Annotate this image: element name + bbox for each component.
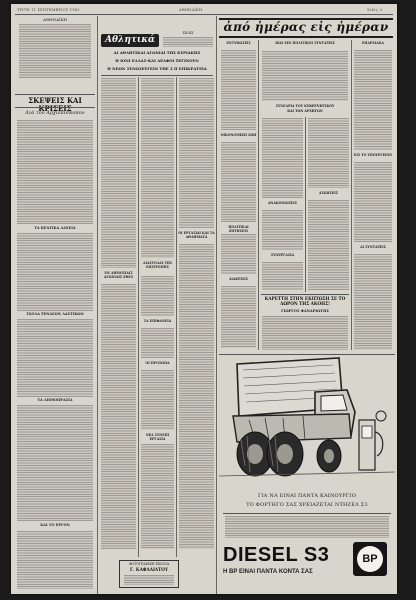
ad-box-title: ΦΩΤΟΓΡΑΦΙΚΗ ΕΙΚΟΝΑ: [128, 562, 170, 566]
subhead: ΟΙΚΟΝΟΜΙΚΗ ΖΩΗ: [220, 133, 257, 137]
article-text: [354, 254, 392, 350]
rule: [15, 107, 95, 108]
column-divider: [216, 16, 217, 594]
diesel-advert: [219, 356, 395, 592]
column-divider: [176, 77, 177, 557]
sports-logo: Αθλητικά: [101, 34, 159, 47]
advert-line-2: ΤΟ ΦΟΡΤΗΓΟ ΣΑΣ ΧΡΕΙΑΖΕΤΑΙ ΝΤΗΖΕΛ Σ3: [246, 502, 368, 508]
subhead: ΣΥΝΕΔΡΙΑ ΤΟΥ ΚΥΒΕΡΝΗΤΙΚΟΥ: [275, 104, 335, 108]
ad-box-name: Γ. ΚΑΦΑΛΙΑΤΟΥ: [130, 567, 168, 572]
header-rule: [15, 14, 393, 15]
banner-title: ἀπό ἡμέρας εἰς ἡμέραν: [223, 20, 389, 34]
masthead-text-block: [19, 24, 91, 78]
subhead: ΕΙΣ ΤΟ ΥΠΟΥΡΓΕΙΟΝ: [353, 153, 393, 157]
article-text: [262, 51, 348, 101]
banner-bottom-rule: [219, 36, 393, 38]
subhead: ΚΑΙ ΤΩΝ ΑΡΧΗΓΩΝ: [287, 109, 323, 113]
truck-illustration: [219, 356, 395, 486]
mid-subhead: ΓΙΩΡΓΟΣ ΦΑΝΑΡΙΩΤΗΣ: [281, 309, 329, 313]
subhead: ΑΝΑΚΟΙΝΩΣΕΙΣ: [267, 201, 298, 205]
advert-rule: [223, 513, 391, 514]
column-divider: [258, 40, 259, 350]
rule: [15, 94, 95, 95]
article-text: [141, 370, 174, 430]
article-text: [141, 276, 174, 316]
subhead: ΕΝΤΥΠΩΣΕΙΣ: [226, 41, 251, 45]
article-text: [262, 262, 303, 290]
advert-body-text: [225, 516, 389, 538]
article-text: [17, 531, 93, 589]
article-text: [101, 284, 136, 549]
article-text: [141, 328, 174, 358]
article-text: [308, 200, 349, 290]
sports-headline-1: ΑΙ ΑΘΛΗΤΙΚΑΙ ΑΓΩΝΙΑΙ ΤΗΣ ΚΥΡΙΑΚΗΣ: [113, 50, 201, 55]
subhead: ΤΑ ΚΡΑΤΙΚΑ ΛΑΧΕΙΑ: [34, 226, 76, 230]
subhead: ΕΝ ΔΗΜΟΣΙΑΙΣ ΑΓΩΝΙΑΙΣ ΧΘΕΣ: [103, 271, 134, 279]
byline: Διά τον Αρχιεπίσκοπον: [25, 110, 85, 116]
subhead: ΕΠΑΡΧΙΑΚΑ: [362, 41, 384, 45]
subhead: ΠΩΣ ΕΙΝ ΠΟΛΙΤΙΚΟΙ ΣΥΝΤΑΞΕΙΣ: [275, 41, 335, 45]
article-text: [221, 286, 256, 348]
article-text: [101, 78, 136, 268]
small-header-text: [163, 37, 213, 47]
subhead: ΑΙ ΣΥΝΤΑΞΕΙΣ: [360, 245, 386, 249]
sports-headline-3: Η ΝΕΩΝ ΣΥΝΩΣΕΥΓΕΙΝ ΤΗΕ Σ Π ΕΠΙΚΡΑΤΕΙΑ: [107, 66, 207, 71]
column-divider: [138, 77, 139, 557]
article-text: [354, 50, 392, 150]
article-text: [308, 118, 349, 188]
article-text: [179, 78, 214, 228]
article-text: [17, 319, 93, 397]
sports-headline-2: Η ΙΟΝΙ ΕΛΛΑΣ-ΚΑΙ ΔΕΛΦΟΙ ΞΕΓΙΝΟΥΝ: [115, 58, 199, 63]
subhead: ΔΙΑΚΡΙΣΙΣ: [228, 277, 249, 281]
article-text: [17, 120, 93, 224]
article-text: [17, 405, 93, 521]
article-text: [262, 210, 303, 250]
subhead: ΝΕΑ ΣΥΝΕΠΙ ΕΡΓΑΣΙΑ: [145, 433, 170, 441]
page-number: Σελίς 3: [367, 8, 382, 12]
advert-tagline: Η ΒΡ ΕΙΝΑΙ ΠΑΝΤΑ ΚΟΝΤΑ ΣΑΣ: [223, 569, 313, 575]
subhead: ΤΑ ΔΗΜΟΠΡΑΣΙΑ: [37, 398, 73, 402]
left-masthead: ΑΘΗΝΑΪΚΗ: [42, 17, 68, 22]
subhead: ΟΙ ΕΡΓΑΣΙΑΙ ΚΑΙ ΤΑ ΑΘΛΗΜΑΤΑ: [178, 231, 215, 239]
subhead: ΟΙ ΠΡΟΣΩΠΑ: [145, 361, 170, 365]
subhead: ΔΙΑΣΤΟΛΑΙ ΤΗΣ ΕΠΙΤΡΟΠΗΣ: [142, 261, 173, 269]
subhead: ΚΑΙ ΤΟ ΕΡΓΟΝ: [40, 523, 70, 527]
advert-rule: [219, 354, 395, 355]
subhead: ΑΣΚΗΣΕΙΣ: [319, 191, 338, 195]
article-text: [221, 50, 256, 130]
small-header: ΣΕΛΙΣ: [182, 31, 194, 35]
date-line: ΤΡΙΤΗ 11 ΣΕΠΤΕΜΒΡΙΟΥ 1962: [17, 8, 80, 12]
article-text: [354, 162, 392, 242]
advert-brand: DIESEL S3: [223, 544, 330, 566]
article-text: [221, 142, 256, 222]
newspaper-page: [11, 4, 397, 594]
article-text: [179, 244, 214, 549]
article-text: [221, 234, 256, 274]
subhead: ΠΟΛΙΤΙΚΑΙ ΖΗΤΗΣΕΙΣ: [228, 225, 249, 233]
bp-logo-frame: [353, 542, 387, 576]
subhead: ΤΑ ΕΠΙΦΑΝΕΙΑ: [143, 319, 172, 323]
subhead: ΣΧΟΛΑ ΞΕΝΑΓΩΝ ΛΑΣΤΙΚΩΝ: [26, 312, 84, 316]
bp-logo: BP: [357, 546, 383, 572]
article-text: [262, 316, 348, 350]
rule: [261, 294, 349, 295]
article-text: [141, 444, 174, 549]
paper-name: ΑΘΗΝΑΪΚΗ: [179, 8, 203, 12]
article-text: [262, 118, 303, 198]
advert-line-1: ΓΙΑ ΝΑ ΕΙΝΑΙ ΠΑΝΤΑ ΚΑΙΝΟΥΡΓΙΟ: [257, 493, 357, 499]
section-title: ΣΚΕΨΕΙΣ ΚΑΙ ΚΡΙΣΕΙΣ: [28, 96, 82, 113]
column-divider: [351, 40, 352, 350]
column-divider: [305, 117, 306, 292]
subhead: ΣΥΝΕΡΓΑΣΙΑ: [270, 253, 295, 257]
photo-ad-box: [119, 560, 179, 588]
article-text: [17, 233, 93, 311]
column-divider: [97, 16, 98, 594]
ad-box-text: [124, 575, 174, 585]
mid-headline: ΚΑΡΕΤΤΗ ΣΤΗΝ ΕΚΠΤΩΣΗ ΣΕ ΤΟ ΔΩΡΟΝ ΤΗΣ ΑΚΟΗΣ!: [264, 296, 346, 306]
rule: [101, 75, 213, 76]
article-text: [141, 78, 174, 258]
